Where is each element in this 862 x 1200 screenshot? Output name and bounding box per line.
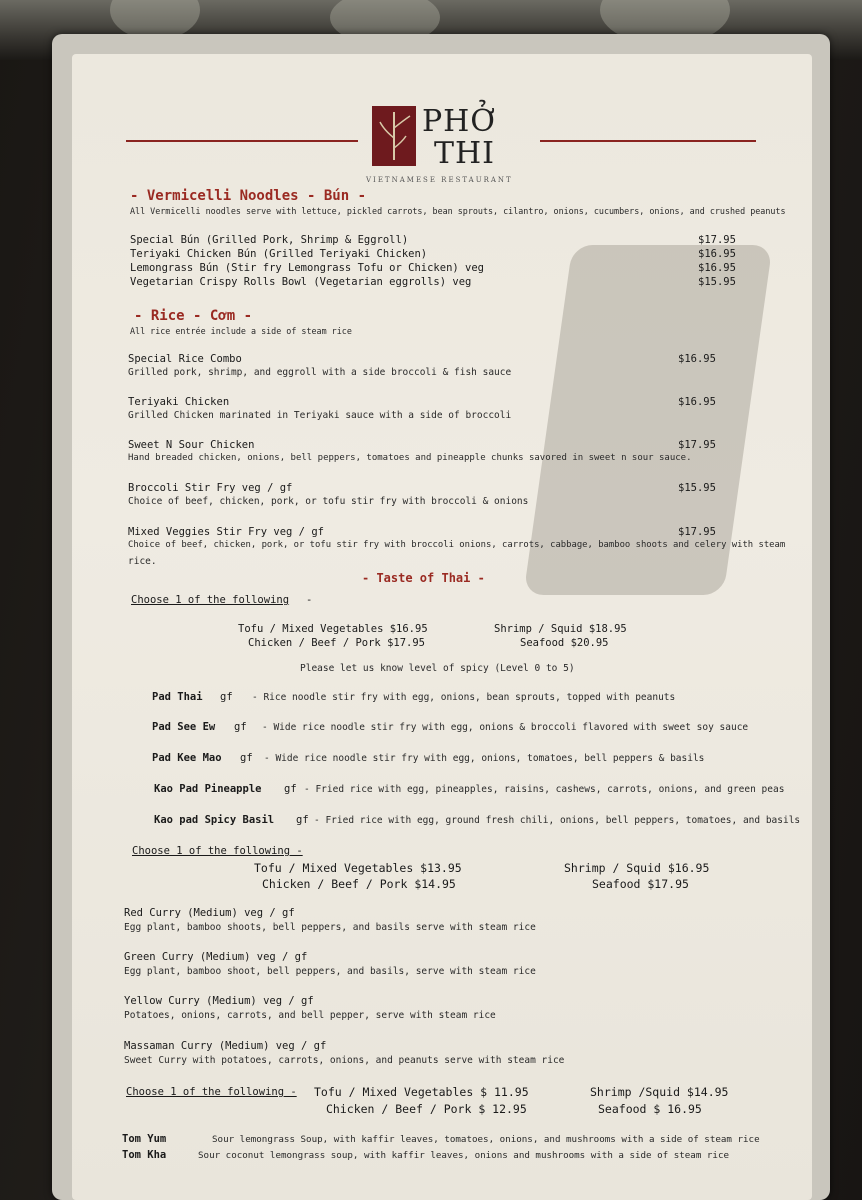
menu-item-price: $15.95 (678, 482, 716, 494)
thai-dish-tag: gf (284, 783, 297, 795)
curry-desc: Sweet Curry with potatoes, carrots, onions, and peanuts serve with steam rice (124, 1055, 565, 1066)
menu-item-price: $15.95 (698, 276, 736, 288)
section-title-bun: - Vermicelli Noodles - Bún - (130, 188, 367, 204)
curry-desc: Egg plant, bamboo shoots, bell peppers, and basils serve with steam rice (124, 922, 536, 933)
choose-label: Choose 1 of the following - (126, 1086, 297, 1098)
thai-dish-name: Kao Pad Pineapple (154, 783, 262, 795)
soup-name: Tom Yum (122, 1133, 167, 1145)
thai-dish-desc: - Rice noodle stir fry with egg, onions, bean sprouts, topped with peanuts (252, 692, 676, 703)
soup-desc: Sour lemongrass Soup, with kaffir leaves, tomatoes, onions, and mushrooms with a side of steam rice (212, 1134, 760, 1145)
protein-option: Seafood $17.95 (592, 877, 689, 891)
thai-dish-tag: gf (220, 691, 233, 703)
menu-item-name: Special Rice Combo (128, 353, 242, 365)
menu-item-name: Teriyaki Chicken Bún (Grilled Teriyaki Chicken) (130, 248, 428, 260)
brand-tagline: VIETNAMESE RESTAURANT (366, 176, 513, 184)
thai-dish-name: Pad Thai (152, 691, 203, 703)
menu-item-desc: Grilled pork, shrimp, and eggroll with a side broccoli & fish sauce (128, 367, 512, 378)
curry-name: Red Curry (Medium) veg / gf (124, 907, 295, 919)
protein-option: Tofu / Mixed Vegetables $13.95 (254, 861, 462, 875)
curry-desc: Potatoes, onions, carrots, and bell pepper, serve with steam rice (124, 1010, 496, 1021)
thai-dish-name: Pad Kee Mao (152, 752, 222, 764)
protein-option: Shrimp / Squid $16.95 (564, 861, 710, 875)
thai-dish-name: Pad See Ew (152, 721, 216, 733)
section-title-thai: - Taste of Thai - (362, 571, 485, 585)
thai-dish-desc: - Wide rice noodle stir fry with egg, onions & broccoli flavored with sweet soy sauce (262, 722, 749, 733)
soup-desc: Sour coconut lemongrass soup, with kaffir leaves, onions and mushrooms with a side of steam rice (198, 1150, 730, 1161)
menu-item-price: $16.95 (698, 248, 736, 260)
protein-option: Chicken / Beef / Pork $14.95 (262, 877, 456, 891)
menu-item-desc-cont: rice. (128, 556, 157, 567)
menu-item-name: Broccoli Stir Fry veg / gf (128, 482, 293, 494)
menu-item-name: Mixed Veggies Stir Fry veg / gf (128, 526, 324, 538)
menu-item-name: Sweet N Sour Chicken (128, 439, 255, 451)
protein-option: Shrimp /Squid $14.95 (590, 1085, 729, 1099)
protein-option: Chicken / Beef / Pork $ 12.95 (326, 1102, 527, 1116)
choose-label: Choose 1 of the following (131, 594, 290, 606)
soup-name: Tom Kha (122, 1149, 167, 1161)
header-rule-left (126, 140, 358, 142)
menu-item-name: Lemongrass Bún (Stir fry Lemongrass Tofu or Chicken) veg (130, 262, 485, 274)
menu-paper (72, 54, 812, 1200)
menu-item-name: Special Bún (Grilled Pork, Shrimp & Eggroll) (130, 234, 409, 246)
thai-dish-name: Kao pad Spicy Basil (154, 814, 275, 826)
header-rule-right (540, 140, 756, 142)
menu-item-desc: Grilled Chicken marinated in Teriyaki sauce with a side of broccoli (128, 410, 512, 421)
menu-item-desc: Choice of beef, chicken, pork, or tofu stir fry with broccoli onions, carrots, cabbage, bamboo shoots and celery with steam (128, 540, 786, 550)
protein-option: Seafood $20.95 (520, 637, 609, 649)
menu-item-desc: Choice of beef, chicken, pork, or tofu stir fry with broccoli & onions (128, 496, 529, 507)
menu-item-price: $16.95 (678, 353, 716, 365)
menu-item-price: $16.95 (698, 262, 736, 274)
protein-option: Chicken / Beef / Pork $17.95 (248, 637, 426, 649)
menu-item-price: $17.95 (678, 526, 716, 538)
menu-item-name: Teriyaki Chicken (128, 396, 230, 408)
choose-label-dash: - (306, 594, 313, 606)
thai-dish-tag: gf (240, 752, 253, 764)
choose-label: Choose 1 of the following - (132, 845, 303, 857)
protein-option: Tofu / Mixed Vegetables $ 11.95 (314, 1085, 529, 1099)
bamboo-logo-icon (372, 106, 416, 166)
protein-option: Tofu / Mixed Vegetables $16.95 (238, 623, 428, 635)
thai-dish-tag: gf (296, 814, 309, 826)
brand-name-line1: PHỞ (422, 104, 496, 139)
section-title-rice: - Rice - Cơm - (134, 308, 253, 324)
rice-note: All rice entrée include a side of steam rice (130, 326, 352, 336)
curry-name: Massaman Curry (Medium) veg / gf (124, 1040, 327, 1052)
menu-item-price: $16.95 (678, 396, 716, 408)
curry-name: Yellow Curry (Medium) veg / gf (124, 995, 314, 1007)
spicy-note: Please let us know level of spicy (Level 0 to 5) (300, 663, 575, 674)
brand-name-line2: THI (434, 136, 496, 171)
thai-dish-desc: - Fried rice with egg, ground fresh chili, onions, bell peppers, tomatoes, and basils (314, 815, 801, 826)
menu-item-name: Vegetarian Crispy Rolls Bowl (Vegetarian eggrolls) veg (130, 276, 472, 288)
curry-name: Green Curry (Medium) veg / gf (124, 951, 308, 963)
menu-item-price: $17.95 (698, 234, 736, 246)
bun-note: All Vermicelli noodles serve with lettuce, pickled carrots, bean sprouts, cilantro, onions, cucumbers, onions, and crushed peanuts (130, 206, 786, 216)
thai-dish-tag: gf (234, 721, 247, 733)
curry-desc: Egg plant, bamboo shoot, bell peppers, and basils, serve with steam rice (124, 966, 536, 977)
protein-option: Shrimp / Squid $18.95 (494, 623, 627, 635)
protein-option: Seafood $ 16.95 (598, 1102, 702, 1116)
menu-item-desc: Hand breaded chicken, onions, bell peppers, tomatoes and pineapple chunks savored in sweet n sour sauce. (128, 453, 692, 463)
menu-item-price: $17.95 (678, 439, 716, 451)
thai-dish-desc: - Wide rice noodle stir fry with egg, onions, tomatoes, bell peppers & basils (264, 753, 705, 764)
thai-dish-desc: - Fried rice with egg, pineapples, raisins, cashews, carrots, onions, and green peas (304, 784, 785, 795)
